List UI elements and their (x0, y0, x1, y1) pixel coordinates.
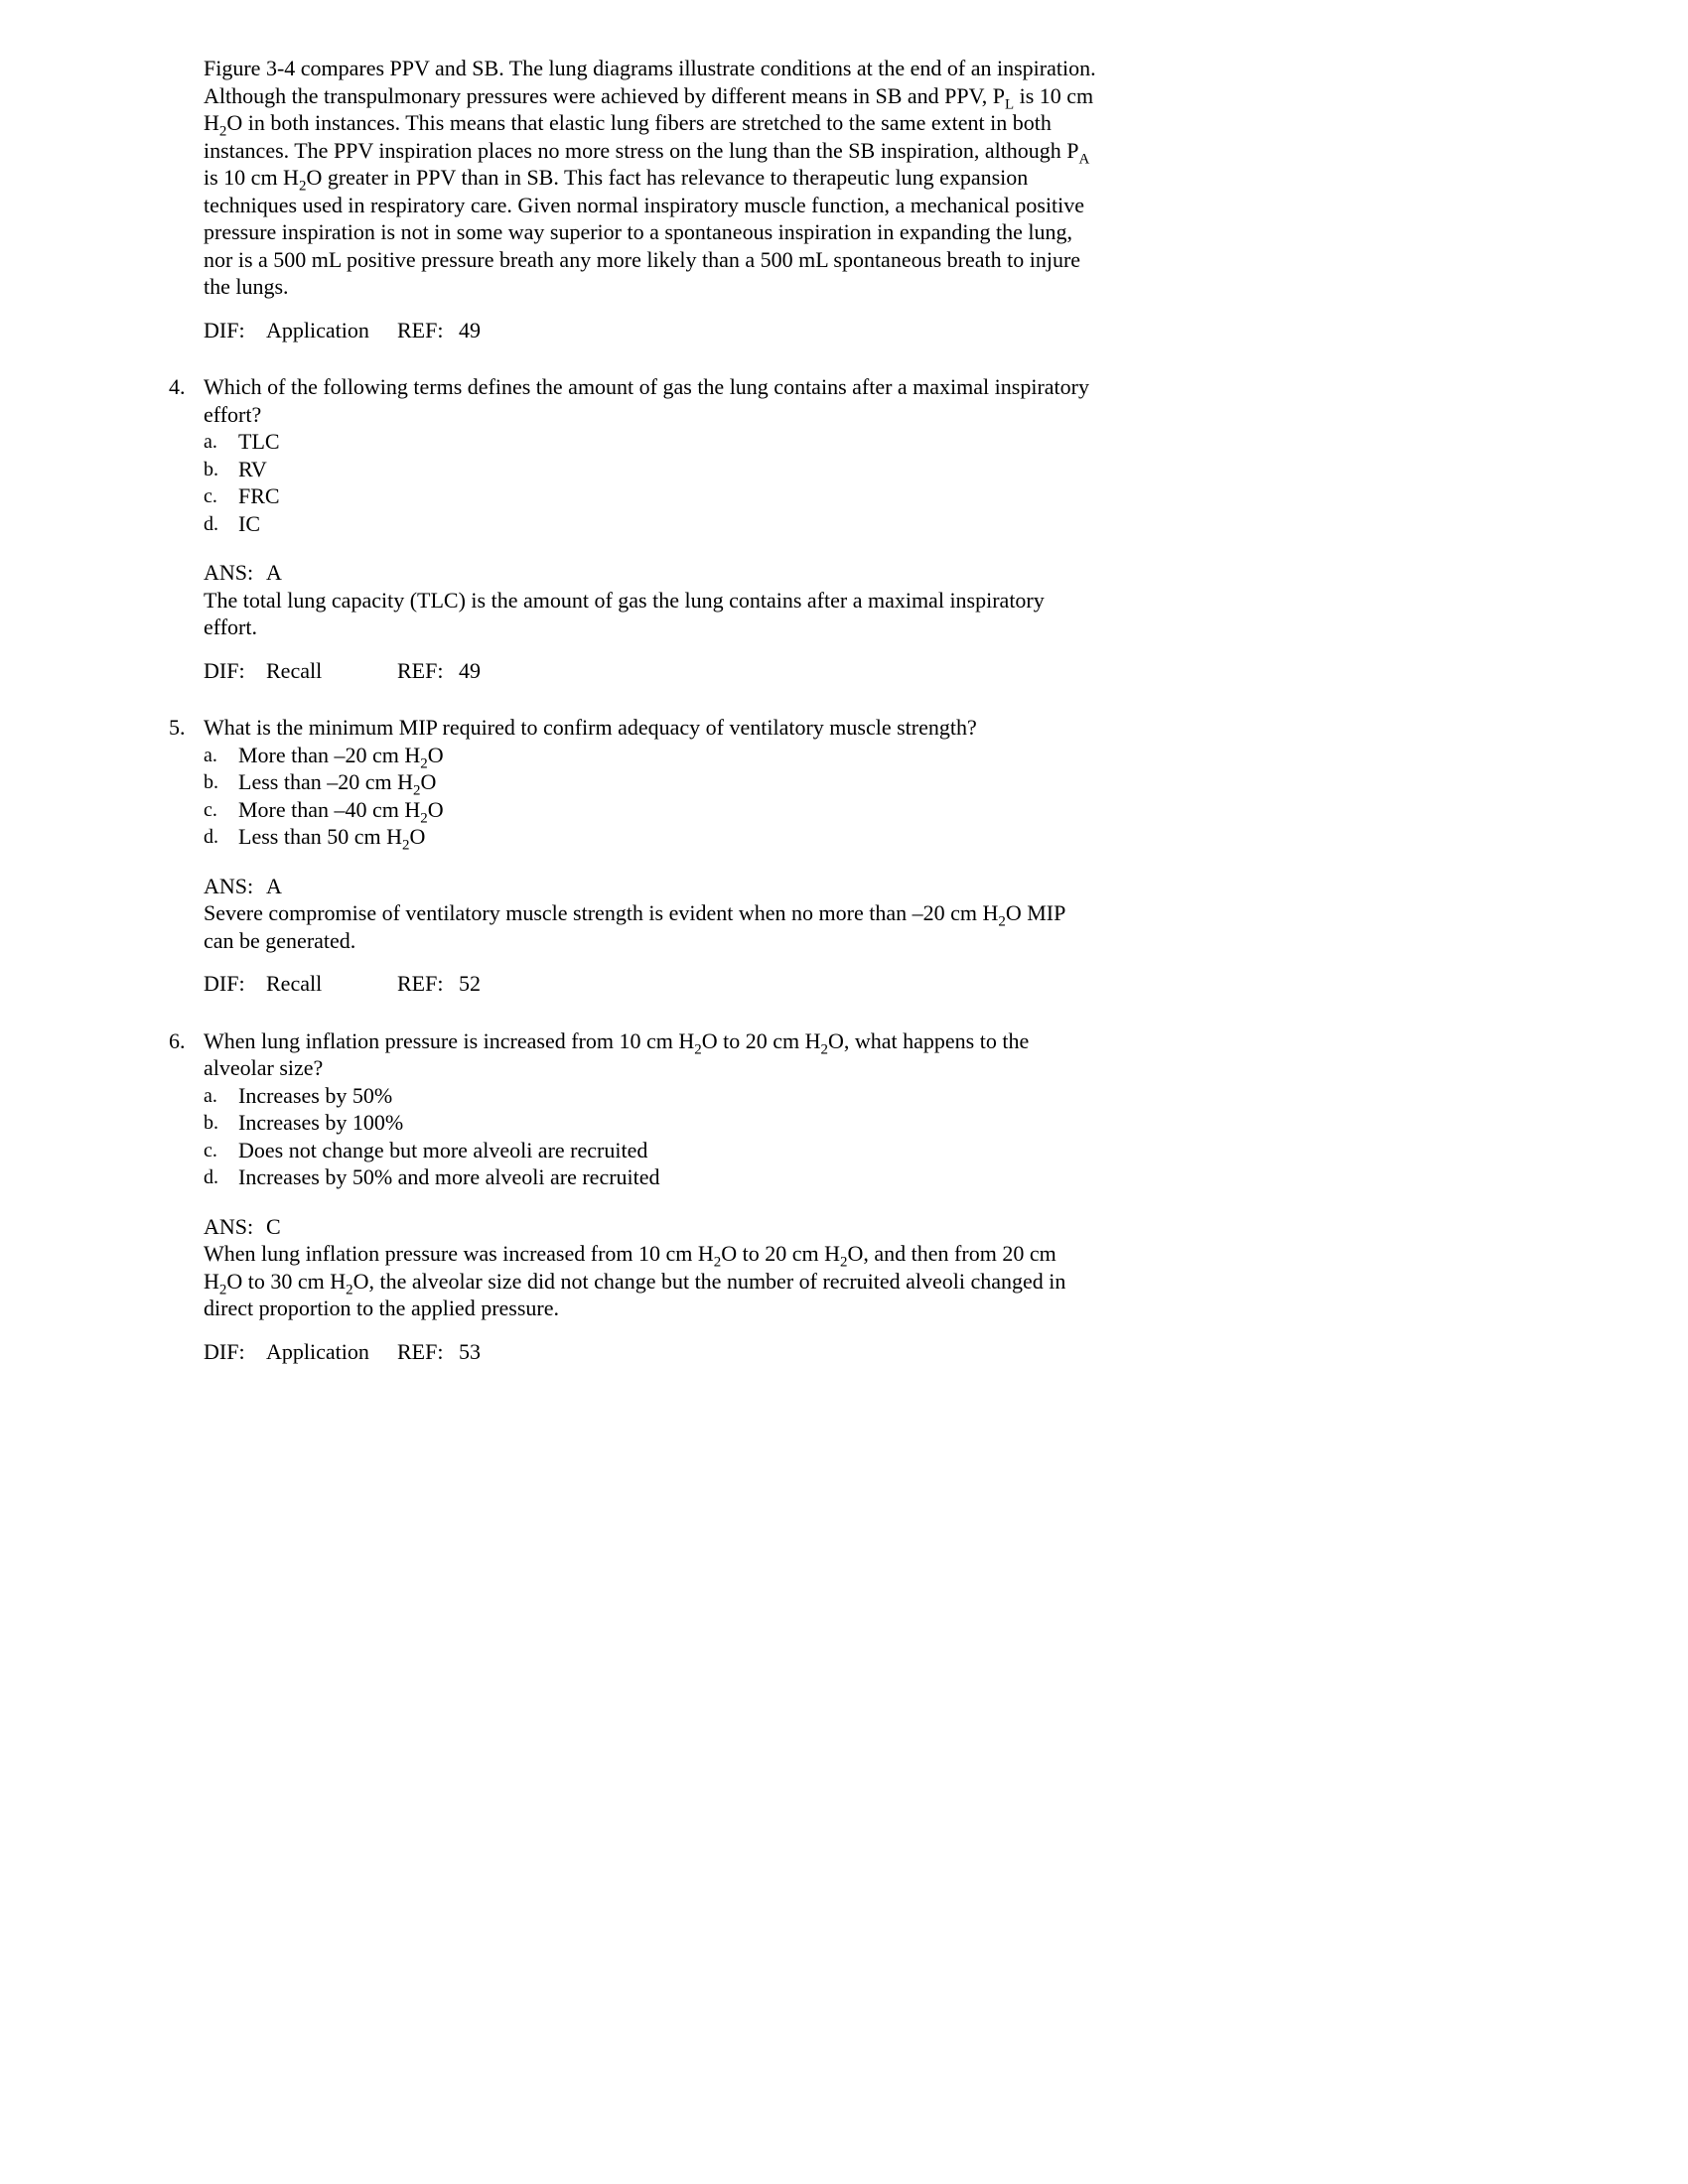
question-stem: When lung inflation pressure is increased from 10 cm $H_2O$ to 20 cm $H_2O$, what happens to the alveolar size? (204, 1027, 1030, 1080)
option-row (204, 823, 1097, 854)
ref-label: REF: (397, 317, 444, 342)
ref-label: REF: (397, 657, 444, 683)
question-number: 5. (169, 715, 186, 740)
option-letter: d. (204, 826, 218, 848)
dif-ref-row (204, 317, 1097, 344)
question-body (204, 714, 1097, 998)
option-letter: d. (204, 512, 218, 535)
dif-value: Application (266, 317, 369, 342)
option-letter: b. (204, 771, 218, 793)
option-text: Increases by 50% (238, 1082, 393, 1108)
option-text: TLC (238, 429, 280, 454)
dif-label: DIF: (204, 657, 245, 683)
option-letter: c. (204, 1139, 217, 1161)
option-text: FRC (238, 483, 280, 508)
answer-label: ANS: (204, 1213, 254, 1239)
question-block (169, 714, 1065, 998)
ref-label: REF: (397, 1338, 444, 1364)
question-body (204, 373, 1097, 684)
question-number: 4. (169, 374, 186, 399)
dif-ref-row (204, 1338, 1097, 1366)
option-row (204, 428, 1097, 456)
dif-label: DIF: (204, 971, 245, 996)
option-text: Increases by 50% and more alveoli are recruited (238, 1164, 660, 1189)
question-stem: Which of the following terms defines the amount of gas the lung contains after a maximal inspiratory effort? (204, 374, 1089, 427)
option-text: More than –20 cm $H_2O$ (238, 742, 444, 771)
option-row (204, 1163, 1097, 1191)
page-content (0, 0, 1096, 1365)
option-row (204, 456, 1097, 483)
dif-value: Recall (266, 971, 323, 996)
dif-ref-row (204, 657, 1097, 685)
question-block (169, 373, 1089, 684)
answer-line (204, 1213, 1097, 1241)
question-body (204, 1027, 1097, 1366)
answer-rationale-paragraph: Figure 3-4 compares PPV and SB. The lung diagrams illustrate conditions at the end of an inspiration. Although the transpulmonary pressures were achieved by different means in SB and PPV, $P_L$ is 10 cm $H_2O$ in both instances. This means that elastic lung fibers are stretched to the same extent in both instances. The PPV inspiration places no more stress on the lung than the SB inspiration, although $P_A$ is 10 cm $H_2O$ greater in PPV than in SB. This fact has relevance to therapeutic lung expansion techniques used in respiratory care. Given normal inspiratory muscle function, a mechanical positive pressure inspiration is not in some way superior to a spontaneous inspiration in expanding the lung, nor is a 500 mL positive pressure breath any more likely than a 500 mL spontaneous breath to injure the lungs. (204, 56, 1096, 299)
answer-value: A (266, 873, 282, 898)
option-letter: a. (204, 431, 217, 453)
option-letter: a. (204, 744, 217, 766)
answer-label: ANS: (204, 873, 254, 898)
option-text: Increases by 100% (238, 1110, 404, 1135)
dif-value: Recall (266, 657, 323, 683)
option-letter: c. (204, 798, 217, 821)
option-text: Less than –20 cm $H_2O$ (238, 769, 437, 799)
ref-value: 53 (459, 1338, 481, 1364)
option-letter: b. (204, 1112, 218, 1134)
dif-label: DIF: (204, 317, 245, 342)
option-letter: d. (204, 1166, 218, 1188)
dif-ref-row (204, 970, 1097, 998)
option-row (204, 796, 1097, 824)
option-row (204, 1109, 1097, 1137)
option-row (204, 742, 1097, 769)
ref-value: 49 (459, 317, 481, 342)
answer-rationale: When lung inflation pressure was increased from 10 cm $H_2O$ to 20 cm $H_2O$, and then from 20 cm $H_2O$ to 30 cm $H_2O$, the alveolar size did not change but the number of recruited alveoli changed in direct proportion to the applied pressure. (204, 1241, 1066, 1320)
option-letter: c. (204, 485, 217, 507)
options-list (204, 428, 1097, 537)
options-list (204, 742, 1097, 854)
ref-label: REF: (397, 971, 444, 996)
dif-label: DIF: (204, 1338, 245, 1364)
answer-line (204, 559, 1097, 587)
ref-value: 49 (459, 657, 481, 683)
question-stem: What is the minimum MIP required to confirm adequacy of ventilatory muscle strength? (204, 715, 977, 740)
answer-label: ANS: (204, 560, 254, 585)
option-text: IC (238, 510, 260, 536)
answer-rationale: The total lung capacity (TLC) is the amount of gas the lung contains after a maximal inspiratory effort. (204, 587, 1045, 639)
answer-value: C (266, 1213, 281, 1239)
option-row (204, 482, 1097, 510)
answer-value: A (266, 560, 282, 585)
options-list (204, 1082, 1097, 1191)
option-text: Less than 50 cm $H_2O$ (238, 824, 426, 854)
option-letter: b. (204, 458, 218, 480)
option-row (204, 1137, 1097, 1164)
question-block (169, 1027, 1066, 1366)
option-row (204, 768, 1097, 799)
dif-value: Application (266, 1338, 369, 1364)
option-letter: a. (204, 1084, 217, 1107)
option-text: More than –40 cm $H_2O$ (238, 796, 444, 826)
option-text: RV (238, 456, 267, 481)
option-row (204, 510, 1097, 538)
answer-line (204, 873, 1097, 900)
option-text: Does not change but more alveoli are recruited (238, 1137, 648, 1162)
option-row (204, 1082, 1097, 1110)
ref-value: 52 (459, 971, 481, 996)
question-number: 6. (169, 1027, 186, 1053)
answer-rationale: Severe compromise of ventilatory muscle strength is evident when no more than –20 cm $H_2O$ MIP can be generated. (204, 900, 1065, 953)
